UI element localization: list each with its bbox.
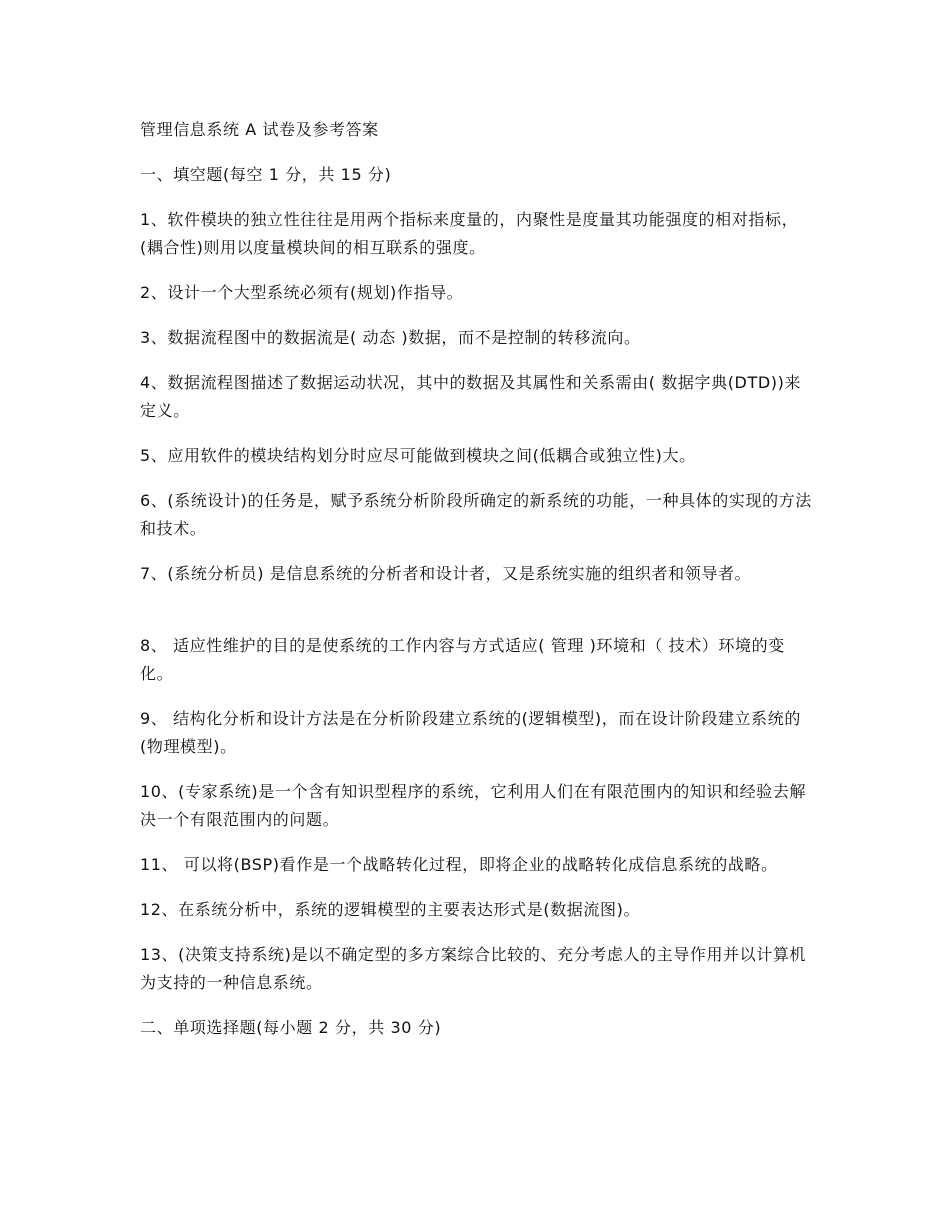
- question-9: 9、 结构化分析和设计方法是在分析阶段建立系统的(逻辑模型)，而在设计阶段建立系统的(物理模型)。: [140, 709, 801, 756]
- document-title: 管理信息系统 A 试卷及参考答案: [140, 120, 379, 139]
- section-heading-fill-in: 一、填空题(每空 1 分，共 15 分): [140, 165, 392, 184]
- question-13: 13、(决策支持系统)是以不确定型的多方案综合比较的、充分考虑人的主导作用并以计算机为支持的一种信息系统。: [140, 945, 807, 992]
- question-1: 1、软件模块的独立性往往是用两个指标来度量的，内聚性是度量其功能强度的相对指标，(耦合性)则用以度量模块间的相互联系的强度。: [140, 210, 799, 257]
- section-heading-single-choice: 二、单项选择题(每小题 2 分，共 30 分): [140, 1018, 442, 1037]
- document-body: [140, 116, 812, 1042]
- question-3: 3、数据流程图中的数据流是( 动态 )数据，而不是控制的转移流向。: [140, 328, 641, 347]
- question-11: 11、 可以将(BSP)看作是一个战略转化过程，即将企业的战略转化成信息系统的战略。: [140, 855, 778, 874]
- question-8: 8、 适应性维护的目的是使系统的工作内容与方式适应( 管理 )环境和（ 技术）环境的变化。: [140, 636, 785, 683]
- question-5: 5、应用软件的模块结构划分时应尽可能做到模块之间(低耦合或独立性)大。: [140, 446, 696, 465]
- question-6: 6、(系统设计)的任务是，赋予系统分析阶段所确定的新系统的功能，一种具体的实现的方法和技术。: [140, 491, 812, 538]
- question-4: 4、数据流程图描述了数据运动状况，其中的数据及其属性和关系需由( 数据字典(DTD))来定义。: [140, 373, 802, 420]
- question-2: 2、设计一个大型系统必须有(规划)作指导。: [140, 283, 464, 302]
- question-7: 7、(系统分析员) 是信息系统的分析者和设计者，又是系统实施的组织者和领导者。: [140, 564, 752, 583]
- question-10: 10、(专家系统)是一个含有知识型程序的系统，它利用人们在有限范围内的知识和经验去解决一个有限范围内的问题。: [140, 782, 807, 829]
- question-12: 12、在系统分析中，系统的逻辑模型的主要表达形式是(数据流图)。: [140, 900, 641, 919]
